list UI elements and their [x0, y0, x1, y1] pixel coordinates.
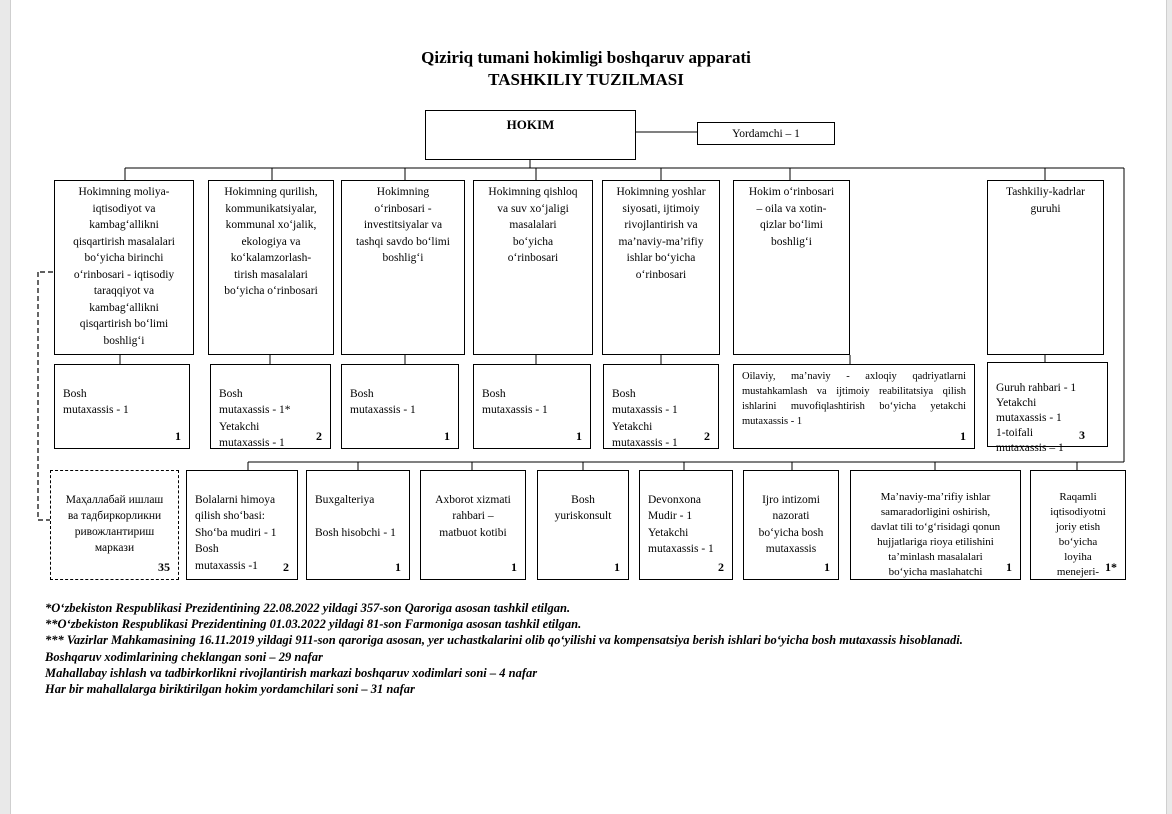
unit-text: Bolalarni himoya qilish sho‘basi: Sho‘ba mudiri - 1 Bosh mutaxassis -1 — [195, 493, 277, 572]
staff-box-5 — [603, 364, 719, 449]
deputy-title: Hokimning qishloq va suv xo‘jaligi masalalari bo‘yicha o‘rinbosari — [488, 186, 578, 264]
footnote-1: *O‘zbekiston Respublikasi Prezidentining 22.08.2022 yildagi 357-son Qaroriga asosan tashkil etilgan. — [45, 601, 571, 615]
deputy-box-1 — [54, 180, 194, 355]
unit-count: 2 — [718, 559, 724, 574]
unit-box-8 — [850, 470, 1021, 580]
staff-box-7 — [987, 362, 1108, 454]
unit-count: 2 — [283, 559, 289, 574]
staff-text: Bosh mutaxassis - 1 — [63, 387, 129, 416]
unit-count: 35 — [158, 560, 170, 574]
unit-text: Devonxona Mudir - 1 Yetakchi mutaxassis - 1 — [648, 493, 714, 555]
deputy-box-4 — [473, 180, 593, 355]
staff-text: Bosh mutaxassis - 1 — [482, 387, 548, 416]
deputy-title: Hokimning o‘rinbosari - investitsiyalar va tashqi savdo bo‘limi boshlig‘i — [356, 186, 450, 264]
unit-text: Raqamli iqtisodiyotni joriy etish bo‘yicha loyiha menejeri- — [1050, 491, 1106, 578]
footnote-5: Mahallabay ishlash va tadbirkorlikni rivojlantirish markazi boshqaruv xodimlari soni – 4 nafar — [45, 665, 538, 680]
unit-text: Ma’naviy-ma’rifiy ishlar samaradorligini oshirish, davlat tili to‘g‘risidagi qonun hujjatlariga rioya etilishini ta’minlash masalalari bo‘yicha maslahatchi — [870, 491, 1001, 578]
footnotes — [45, 600, 1155, 697]
deputy-box-2 — [208, 180, 334, 355]
staff-count: 1 — [175, 428, 181, 443]
document-subtitle: TASHKILIY TUZILMASI — [488, 70, 684, 89]
staff-count: 1 — [960, 429, 966, 443]
yordamchi-box — [697, 122, 835, 145]
staff-text: Oilaviy, ma’naviy - axloqiy qadriyatlarni mustahkamlash va ijtimoiy reabilitatsiya qilish ishlarini muvofiqlashtirish bo‘yicha yetakchi mutaxassis - 1 — [742, 371, 966, 427]
unit-box-6 — [639, 470, 733, 580]
staff-box-3 — [341, 364, 459, 449]
unit-text: Buxgalteriya Bosh hisobchi - 1 — [315, 493, 396, 539]
hokim-box — [425, 110, 636, 160]
unit-box-7 — [743, 470, 839, 580]
unit-count: 1 — [511, 559, 517, 574]
unit-box-5 — [537, 470, 629, 580]
deputy-title: Hokimning yoshlar siyosati, ijtimoiy rivojlantirish va ma’naviy-ma’rifiy ishlar bo‘yicha o‘rinbosari — [616, 186, 706, 281]
unit-count: 1 — [614, 559, 620, 574]
staff-count: 2 — [704, 428, 710, 443]
deputy-box-7 — [987, 180, 1104, 355]
yordamchi-label: Yordamchi – 1 — [732, 128, 800, 140]
unit-text: Axborot xizmati rahbari – matbuot kotibi — [435, 493, 511, 539]
unit-box-2 — [186, 470, 298, 580]
staff-text: Bosh mutaxassis - 1 Yetakchi mutaxassis - 1 — [612, 387, 678, 449]
staff-count: 3 — [1079, 428, 1085, 442]
staff-count: 1 — [576, 428, 582, 443]
hokim-label: HOKIM — [506, 117, 555, 132]
unit-box-3 — [306, 470, 410, 580]
staff-count: 1 — [444, 428, 450, 443]
unit-box-4 — [420, 470, 526, 580]
footnote-2: **O‘zbekiston Respublikasi Prezidentining 01.03.2022 yildagi 81-son Farmoniga asosan tashkil etilgan. — [45, 617, 582, 632]
unit-count: 1 — [1006, 560, 1012, 574]
footnote-4: Boshqaruv xodimlarining cheklangan soni – 29 nafar — [45, 649, 323, 664]
staff-count: 2 — [316, 428, 322, 443]
unit-text: Ijro intizomi nazorati bo‘yicha bosh mutaxassis — [758, 493, 824, 555]
unit-count: 1 — [395, 559, 401, 574]
unit-box-1 — [50, 470, 179, 580]
unit-text: Bosh yuriskonsult — [554, 493, 612, 522]
deputy-title: Hokim o‘rinbosari – oila va xotin- qizlar bo‘limi boshlig‘i — [748, 186, 835, 248]
staff-text: Bosh mutaxassis - 1 — [350, 387, 416, 416]
footnote-3: *** Vazirlar Mahkamasining 16.11.2019 yildagi 911-son qaroriga asosan, yer uchastkalarini olib qo‘yilishi va kompensatsiya berish ishlari bo‘yicha bosh mutaxassis hisoblanadi. — [45, 633, 963, 648]
unit-box-9 — [1030, 470, 1126, 580]
staff-box-6 — [733, 364, 975, 449]
deputy-title: Hokimning qurilish, kommunikatsiyalar, kommunal xo‘jalik, ekologiya va ko‘kalamzorlash- tirish masalalari bo‘yicha o‘rinbosari — [224, 186, 318, 297]
deputy-title: Hokimning moliya- iqtisodiyot va kambag‘allikni qisqartirish masalalari bo‘yicha birinchi o‘rinbosari - iqtisodiy taraqqiyot va kambag‘allikni qisqartirish bo‘limi boshlig‘i — [73, 186, 175, 347]
unit-text: Маҳаллабай ишлаш ва тадбиркорликни ривожлантириш маркази — [65, 494, 164, 554]
staff-box-4 — [473, 364, 591, 449]
footnote-6: Har bir mahallalarga biriktirilgan hokim yordamchilari soni – 31 nafar — [45, 682, 415, 697]
deputy-box-6 — [733, 180, 850, 355]
staff-text: Guruh rahbari - 1 Yetakchi mutaxassis - 1 1-toifali mutaxassis – 1 — [996, 382, 1077, 454]
staff-box-1 — [54, 364, 190, 449]
unit-count: 1* — [1105, 560, 1117, 574]
staff-text: Bosh mutaxassis - 1* Yetakchi mutaxassis - 1 — [219, 387, 291, 449]
deputy-title: Tashkiliy-kadrlar guruhi — [1005, 186, 1086, 215]
staff-box-2 — [210, 364, 331, 449]
unit-count: 1 — [824, 559, 830, 574]
document-title: Qiziriq tumani hokimligi boshqaruv apparati — [421, 48, 751, 67]
deputy-box-3 — [341, 180, 465, 355]
deputy-box-5 — [602, 180, 720, 355]
